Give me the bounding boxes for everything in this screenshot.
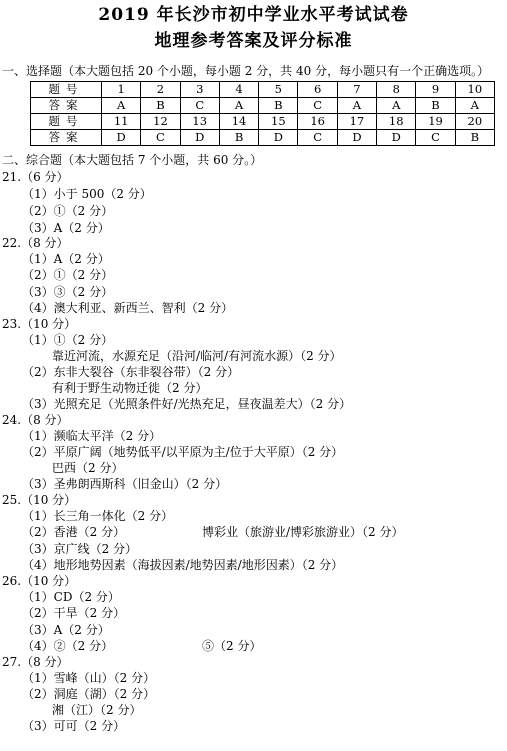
answer-line: （2）洞庭（湖）（2 分） [22,687,156,701]
answer-line: （2）平原广阔（地势低平/以平原为主/位于大平原）（2 分） [22,445,344,459]
table-cell: D [377,130,416,146]
answer-line: （3）京广线（2 分） [22,542,138,556]
table-cell: 1 [102,82,141,98]
table-row [31,98,495,114]
row-label-question-number: 题号 [31,114,102,130]
table-cell: 10 [455,82,494,98]
row-label-question-number: 题号 [31,82,102,98]
table-row [31,82,495,98]
table-cell: 12 [141,114,180,130]
table-cell: A [337,98,376,114]
question-heading: 25.（10 分） [2,493,77,507]
question-heading: 23.（10 分） [2,317,77,331]
table-cell: 19 [416,114,455,130]
table-cell: A [102,98,141,114]
table-cell: 14 [219,114,258,130]
answer-line: 巴西（2 分） [52,461,124,475]
table-cell: B [219,130,258,146]
table-cell: C [416,130,455,146]
answer-line: 靠近河流，水源充足（沿河/临河/有河流水源）（2 分） [52,349,342,363]
answer-line: （3）A（2 分） [22,221,110,235]
answer-line: （1）CD（2 分） [22,590,120,604]
answer-line: （3）③（2 分） [22,285,114,299]
answer-line: （3）光照充足（光照条件好/光热充足，昼夜温差大）（2 分） [22,397,352,411]
answer-line: （2）①（2 分） [22,268,114,282]
table-cell: D [180,130,219,146]
table-cell: 3 [180,82,219,98]
table-cell: A [219,98,258,114]
table-cell: 4 [219,82,258,98]
table-cell: C [141,130,180,146]
answer-line: （1）濒临太平洋（2 分） [22,429,162,443]
table-cell: D [259,130,298,146]
answer-line: （3）A（2 分） [22,623,110,637]
answer-line: （2）香港（2 分） [22,525,126,539]
question-heading: 22.（8 分） [2,236,69,250]
answer-key-subtitle: 地理参考答案及评分标准 [154,31,353,51]
answer-line: 湘（江）（2 分） [52,703,142,717]
table-cell: D [337,130,376,146]
table-cell: 9 [416,82,455,98]
answer-line: （2）干旱（2 分） [22,606,126,620]
table-cell: C [180,98,219,114]
row-label-answer: 答案 [31,130,102,146]
row-label-answer: 答案 [31,98,102,114]
table-cell: 6 [298,82,337,98]
answer-line: （2）东非大裂谷（东非裂谷带）（2 分） [22,365,240,379]
table-cell: C [298,98,337,114]
exam-title: 2019 年长沙市初中学业水平考试试卷 [98,5,409,25]
table-cell: 20 [455,114,494,130]
table-cell: 16 [298,114,337,130]
table-cell: 2 [141,82,180,98]
section-1-heading: 一、选择题（本大题包括 20 个小题，每小题 2 分，共 40 分，每小题只有一个正确选项。） [2,64,490,78]
answer-line: （1）A（2 分） [22,252,110,266]
question-heading: 21.（6 分） [2,170,69,184]
answer-line: （1）①（2 分） [22,333,114,347]
answer-line: （4）地形地势因素（海拔因素/地势因素/地形因素）（2 分） [22,558,344,572]
answer-line: （1）长三角一体化（2 分） [22,509,174,523]
question-heading: 26.（10 分） [2,574,77,588]
answer-line: 有利于野生动物迁徙（2 分） [52,381,208,395]
table-cell: B [259,98,298,114]
table-row [31,130,495,146]
table-cell: 11 [102,114,141,130]
answer-line: （3）可可（2 分） [22,719,126,733]
section-2-heading: 二、综合题（本大题包括 7 个小题，共 60 分。） [2,153,263,167]
table-cell: A [377,98,416,114]
question-heading: 24.（8 分） [2,413,69,427]
table-cell: A [455,98,494,114]
question-heading: 27.（8 分） [2,655,69,669]
answer-line: （3）圣弗朗西斯科（旧金山）（2 分） [22,477,228,491]
answer-line: （1）雪峰（山）（2 分） [22,671,156,685]
table-cell: B [455,130,494,146]
answer-line: 博彩业（旅游业/博彩旅游业）（2 分） [202,525,404,539]
multiple-choice-answer-table [30,81,495,146]
table-cell: C [298,130,337,146]
table-cell: D [102,130,141,146]
table-cell: 5 [259,82,298,98]
table-cell: 17 [337,114,376,130]
answer-line: （4）②（2 分） [22,639,114,653]
table-cell: 13 [180,114,219,130]
table-cell: B [141,98,180,114]
table-cell: 8 [377,82,416,98]
table-cell: 18 [377,114,416,130]
table-cell: 7 [337,82,376,98]
table-cell: 15 [259,114,298,130]
answer-line: ⑤（2 分） [202,639,262,653]
table-cell: B [416,98,455,114]
answer-line: （4）澳大利亚、新西兰、智利（2 分） [22,301,234,315]
answer-line: （2）①（2 分） [22,204,114,218]
table-row [31,114,495,130]
answer-line: （1）小于 500（2 分） [22,187,152,201]
